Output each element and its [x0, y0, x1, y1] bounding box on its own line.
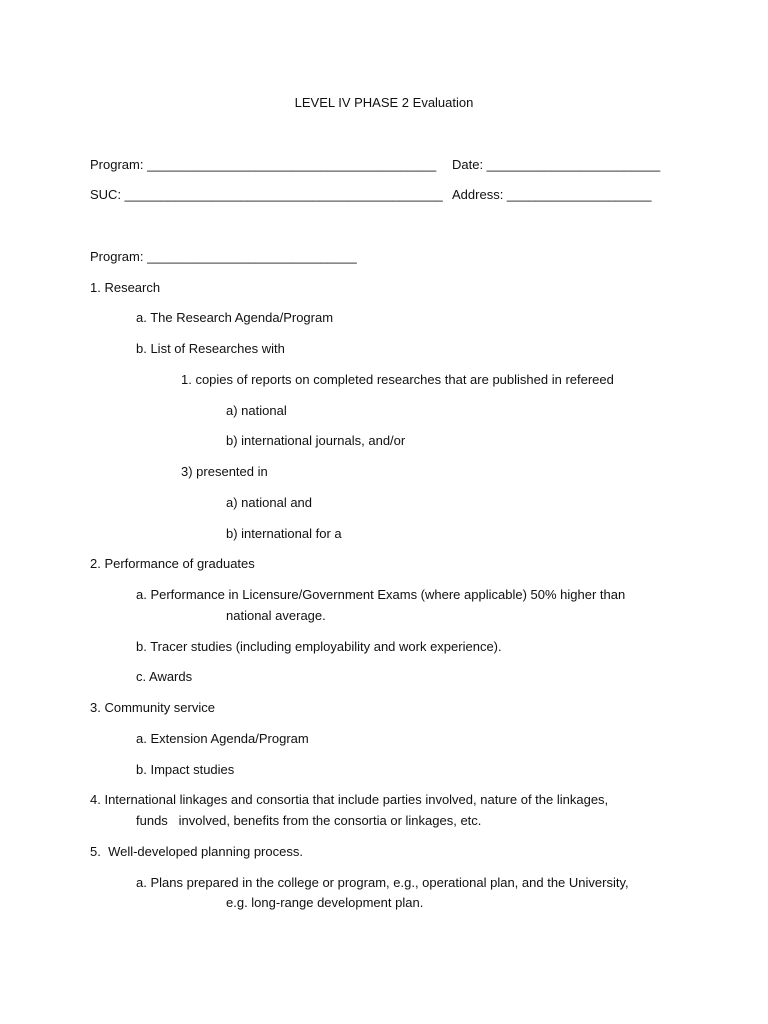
research-subitem-3: 3) presented in	[181, 464, 268, 479]
program-field-2: Program: _____________________________	[90, 249, 357, 264]
graduates-item-a-cont: national average.	[226, 608, 326, 623]
community-item-a: a. Extension Agenda/Program	[136, 731, 309, 746]
research-item-a: a. The Research Agenda/Program	[136, 310, 334, 325]
section-planning: 5. Well-developed planning process.	[90, 844, 303, 859]
planning-item-a: a. Plans prepared in the college or program, e.g., operational plan, and the University,	[136, 875, 629, 890]
graduates-item-a: a. Performance in Licensure/Government Exams (where applicable) 50% higher than	[136, 587, 626, 602]
date-field: Date: ________________________	[452, 157, 661, 172]
address-field: Address: ____________________	[452, 187, 652, 202]
planning-item-a-cont: e.g. long-range development plan.	[226, 895, 424, 910]
suc-field: SUC: ____________________________________________	[90, 187, 443, 202]
program-field: Program: ________________________________________	[90, 157, 437, 172]
research-subitem-3b: b) international for a	[226, 526, 342, 541]
community-item-b: b. Impact studies	[136, 762, 235, 777]
section-graduates: 2. Performance of graduates	[90, 556, 255, 571]
research-subitem-1: 1. copies of reports on completed researches that are published in refereed	[181, 372, 614, 387]
section-community: 3. Community service	[90, 700, 215, 715]
research-subitem-3a: a) national and	[226, 495, 313, 510]
graduates-item-b: b. Tracer studies (including employability and work experience).	[136, 639, 502, 654]
graduates-item-c: c. Awards	[136, 669, 193, 684]
section-research: 1. Research	[90, 280, 161, 295]
document-title: LEVEL IV PHASE 2 Evaluation	[294, 95, 474, 110]
section-linkages: 4. International linkages and consortia that include parties involved, nature of the linkages,	[90, 792, 609, 807]
research-item-b: b. List of Researches with	[136, 341, 285, 356]
research-subitem-1a: a) national	[226, 403, 287, 418]
research-subitem-1b: b) international journals, and/or	[226, 433, 406, 448]
section-linkages-cont: funds involved, benefits from the consortia or linkages, etc.	[136, 813, 482, 828]
